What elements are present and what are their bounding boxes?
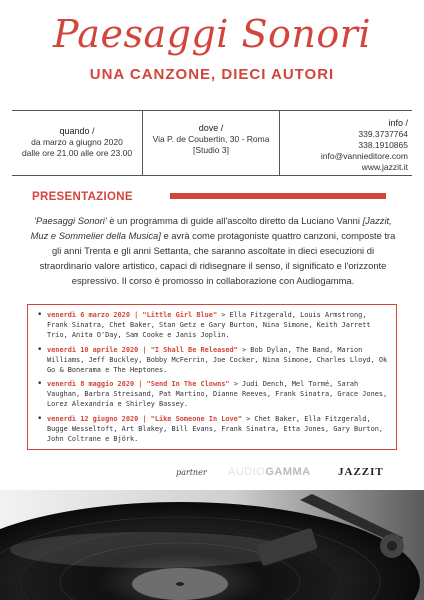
event-date-song: venerdì 8 maggio 2020 | "Send In The Clowns" [47, 380, 230, 389]
bullet-icon: • [37, 414, 43, 425]
page-subtitle: UNA CANZONE, DIECI AUTORI [89, 66, 335, 83]
jazzit-logo: JAZZIT [338, 466, 384, 478]
event-item [36, 311, 390, 341]
contact-website-link[interactable]: www.jazzit.it [361, 162, 408, 172]
event-artists: > Chet Baker, Ella Fitzgerald, Bugge Wesseltoft, Art Blakey, Bill Evans, Frank Sinatra, Etta Jones, Gary Burton, John Coltrane e Björk. [47, 415, 384, 443]
presentation-body: e avrà come protagoniste quattro canzoni, composte tra gli anni Trenta e gli anni Settanta, che saranno ascoltate in dieci esecuzioni di straordinario valore artistico, capaci di ridisegnare il senso, il significato e l'orizzonte espressivo. Il corso è promosso in collaborazione con Audiogamma. [39, 230, 396, 286]
heading-accent-bar [170, 193, 386, 199]
event-date-song: venerdì 12 giugno 2020 | "Like Someone In Love" [47, 415, 242, 424]
vinyl-record-photo [0, 490, 424, 600]
when-hours: dalle ore 21.00 alle ore 23.00 [21, 148, 133, 158]
events-box [27, 304, 397, 450]
bullet-icon: • [37, 310, 43, 320]
audiogamma-logo-gamma: GAMMA [265, 466, 311, 478]
contact-column [280, 111, 412, 175]
where-column [142, 111, 280, 175]
where-label: dove / [198, 123, 224, 133]
presentation-heading: PRESENTAZIONE [32, 191, 133, 203]
program-name: 'Paesaggi Sonori' [34, 215, 107, 226]
where-room: [Studio 3] [193, 145, 229, 155]
bullet-icon: • [37, 379, 43, 390]
when-column [12, 111, 142, 175]
partner-label: partner [176, 468, 207, 477]
event-artists: > Bob Dylan, The Band, Marion Williams, Jeff Buckley, Bobby McFerrin, Joe Cocker, Nina Simone, Charles Lloyd, Ok Go & Bonerama e The Heptones. [47, 345, 388, 374]
event-item [36, 415, 390, 445]
presentation-intro: è un programma di guide all'ascolto diretto da Luciano Vanni [106, 215, 363, 226]
event-artists: > Judi Dench, Mel Tormé, Sarah Vaughan, Barbra Streisand, Pat Martino, Dianne Reeves, Frank Sinatra, Grace Jones, Lorez Alexandria e Shirley Bassey. [47, 380, 388, 409]
director-credentials: [Jazzit, Muz e Sommelier della Musica] [30, 215, 392, 241]
audiogamma-logo [228, 466, 311, 478]
when-label: quando / [59, 126, 95, 136]
event-item [36, 380, 390, 410]
page-title: Paesaggi Sonori [52, 12, 372, 56]
when-dates: da marzo a giugno 2020 [31, 137, 123, 147]
where-address: Via P. de Coubertin, 30 - Roma [152, 134, 270, 144]
event-item [36, 346, 390, 376]
contact-phone-2[interactable]: 338.1910865 [358, 140, 408, 150]
event-date-song: venerdì 6 marzo 2020 | "Little Girl Blue" [47, 311, 218, 319]
contact-email-link[interactable]: info@vannieditore.com [320, 151, 408, 161]
audiogamma-logo-audio: AUDIO [228, 466, 266, 478]
contact-phone-1[interactable]: 339.3737764 [358, 129, 408, 139]
event-date-song: venerdì 10 aprile 2020 | "I Shall Be Released" [47, 345, 238, 354]
info-bar [12, 110, 412, 176]
event-artists: > Ella Fitzgerald, Louis Armstrong, Frank Sinatra, Chet Baker, Stan Getz e Gary Burton, Nina Simone, Keith Jarrett Trio, Anita O'Day, Sam Cooke e Janis Joplin. [47, 311, 371, 339]
presentation-text [30, 213, 396, 288]
bullet-icon: • [37, 344, 43, 355]
contact-label: info / [388, 118, 408, 128]
